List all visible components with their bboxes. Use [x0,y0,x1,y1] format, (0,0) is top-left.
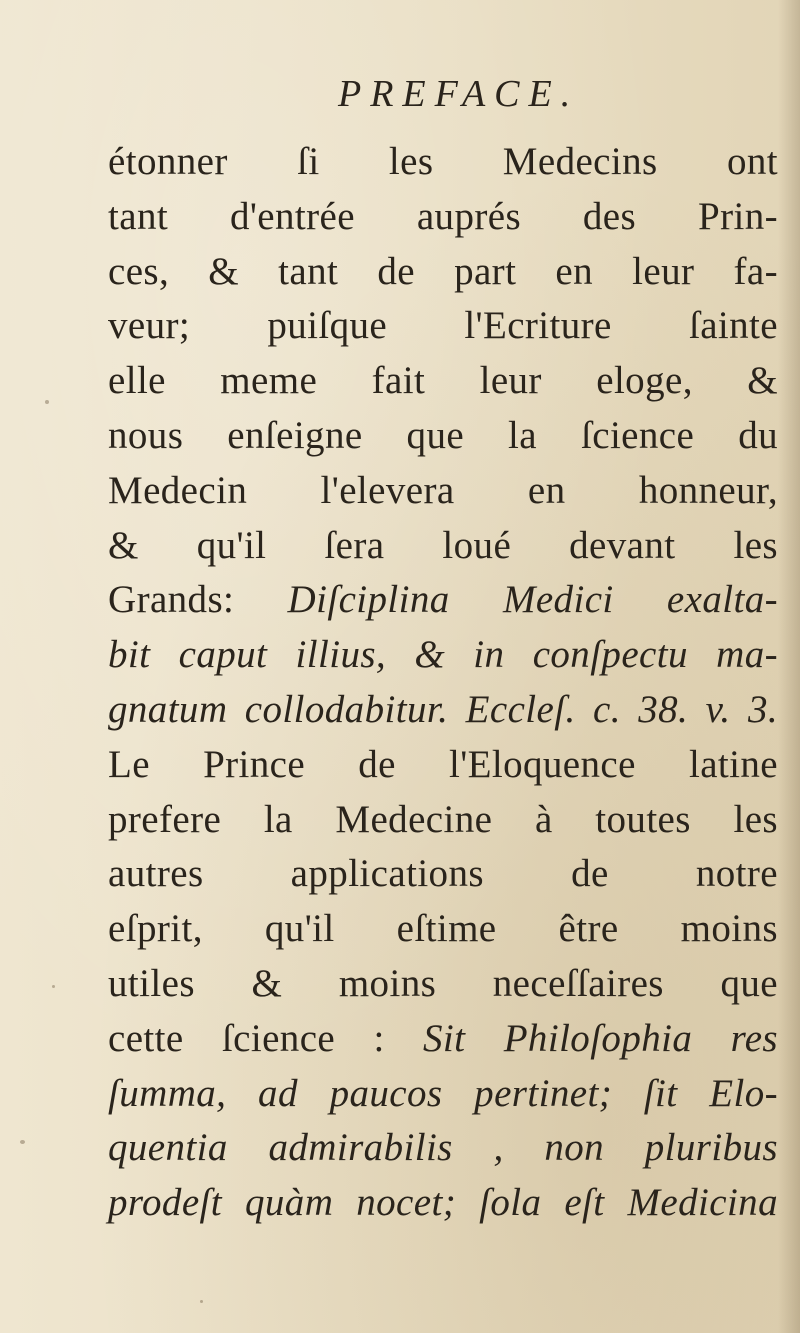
text-line [108,1176,778,1231]
text-run: Le Prince de l'Eloquence latine [108,742,778,786]
text-line [108,793,778,848]
latin-quotation: quentia admirabilis , non pluribus [108,1126,778,1170]
latin-quotation: prodeſt quàm nocet; ſola eſt Medicina [108,1181,778,1225]
text-run: étonner ſi les Medecins ont [108,140,778,183]
text-run: autres applications de notre [108,852,778,896]
text-run: & qu'il ſera loué devant les [108,523,778,567]
page-edge-shadow [778,0,800,1333]
text-line [108,957,778,1012]
text-run: ces, & tant de part en leur fa- [108,249,778,293]
text-run: Medecin l'elevera en honneur, [108,468,778,512]
paper-speck [20,1140,25,1144]
text-run: eſprit, qu'il eſtime être moins [108,907,778,951]
text-line [108,738,778,793]
latin-quotation: gnatum collodabitur. Eccleſ. c. 38. v. 3. [108,687,778,731]
text-run: utiles & moins neceſſaires que [108,961,778,1005]
text-line [108,190,778,245]
text-line [108,902,778,957]
text-run: elle meme fait leur eloge, & [108,359,778,403]
text-line [108,1121,778,1176]
text-run: cette ſcience : [108,1016,424,1060]
paper-speck [52,985,55,988]
paper-speck [200,1300,203,1303]
text-line [108,519,778,574]
latin-quotation: bit caput illius, & in conſpectu ma- [108,633,778,677]
running-head: PREFACE. [338,73,580,115]
text-run: veur; puiſque l'Ecriture ſainte [108,304,778,348]
text-line [108,299,778,354]
text-line [108,1067,778,1122]
text-line [108,683,778,738]
text-line [108,573,778,628]
text-run: Grands: [108,578,288,622]
latin-quotation: Diſciplina Medici exalta- [287,578,778,622]
text-line [108,1012,778,1067]
latin-quotation: ſumma, ad paucos pertinet; ſit Elo- [108,1071,778,1115]
text-line [108,245,778,300]
text-line [108,135,778,190]
text-line [108,354,778,409]
text-line [108,847,778,902]
text-line [108,464,778,519]
paper-speck [45,400,49,404]
latin-quotation: Sit Philoſophia res [423,1016,779,1060]
body-text [108,135,778,1231]
text-run: prefere la Medecine à toutes les [108,797,778,841]
text-line [108,628,778,683]
text-line [108,409,778,464]
text-run: tant d'entrée auprés des Prin- [108,194,778,238]
text-run: nous enſeigne que la ſcience du [108,413,778,457]
